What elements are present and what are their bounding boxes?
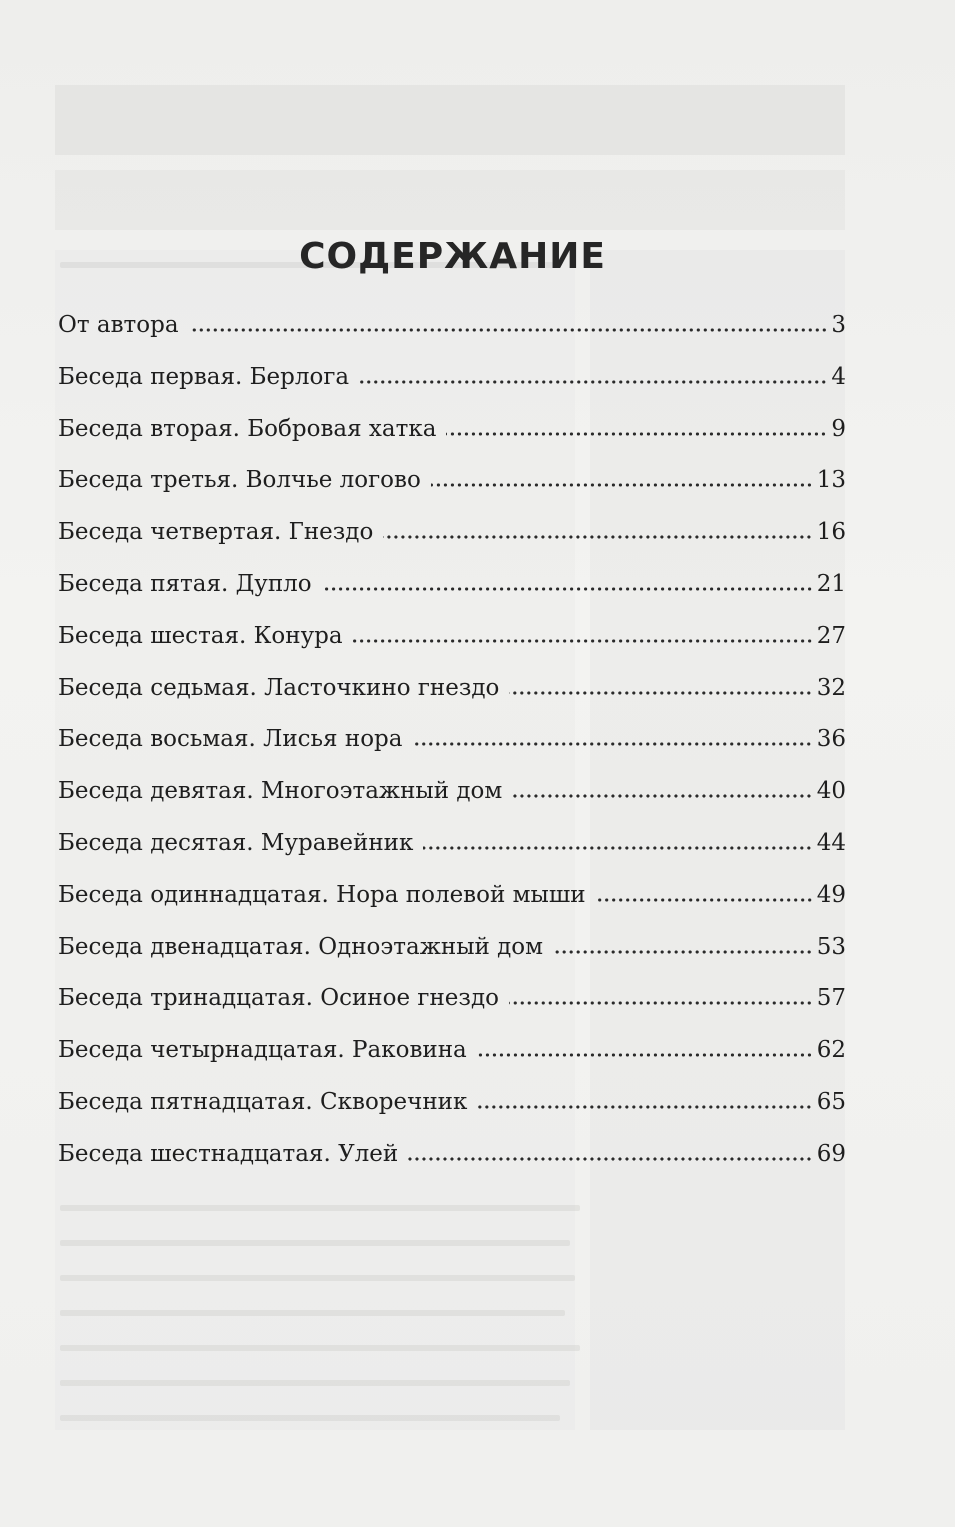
page-title: СОДЕРЖАНИЕ [299,236,606,277]
toc-entry [58,571,846,623]
toc-entry-page-number: 65 [816,1088,846,1115]
toc-entry-title: Беседа четырнадцатая. Раковина [58,1037,467,1064]
toc-entry [58,726,846,778]
toc-entry [58,364,846,416]
dot-leader [596,898,813,902]
toc-entry-title: Беседа десятая. Муравейник [58,829,414,856]
toc-entry [58,985,846,1037]
toc-entry-page-number: 3 [831,312,846,338]
dot-leader [423,846,812,850]
dot-leader [322,587,813,591]
toc-entry-page-number: 57 [816,985,846,1012]
toc-entry [58,675,846,727]
toc-entry-title: Беседа одиннадцатая. Нора полевой мыши [58,881,586,908]
toc-entry [58,934,846,986]
toc-entry [58,778,846,830]
toc-entry-page-number: 9 [831,415,846,442]
toc-entry-page-number: 36 [816,726,846,753]
toc-entry [58,416,846,468]
toc-entry-page-number: 62 [816,1037,846,1064]
toc-entry [58,623,846,675]
toc-entry-page-number: 53 [816,933,846,960]
toc-entry-title: Беседа пятнадцатая. Скворечник [58,1088,468,1115]
toc-entry-title: Беседа вторая. Бобровая хатка [58,415,437,442]
toc-entry-page-number: 49 [816,881,846,908]
toc-entry [58,312,846,364]
dot-leader [431,483,813,487]
toc-entry-page-number: 27 [816,622,846,649]
toc-entry-title: Беседа шестая. Конура [58,622,343,649]
toc-entry [58,1141,846,1193]
toc-entry-title: Беседа третья. Волчье логово [58,467,421,494]
toc-entry-title: Беседа пятая. Дупло [58,570,312,597]
dot-leader [509,1001,813,1005]
toc-entry-page-number: 4 [831,363,846,390]
toc-entry [58,1037,846,1089]
dot-leader [353,639,813,643]
dot-leader [412,742,812,746]
toc-entry [58,882,846,934]
toc-entry-page-number: 21 [816,570,846,597]
toc-entry-page-number: 40 [816,778,846,805]
dot-leader [383,535,812,539]
table-of-contents [58,312,846,1193]
dot-leader [553,950,813,954]
dot-leader [359,380,827,384]
toc-entry [58,1089,846,1141]
dot-leader [446,432,827,436]
dot-leader [189,328,828,332]
toc-entry-title: Беседа двенадцатая. Одноэтажный дом [58,933,544,960]
toc-entry [58,830,846,882]
toc-entry-page-number: 16 [816,519,846,546]
toc-entry [58,467,846,519]
toc-entry-page-number: 44 [816,829,846,856]
toc-entry-page-number: 69 [816,1140,846,1167]
toc-entry [58,519,846,571]
toc-entry-title: Беседа первая. Берлога [58,363,350,390]
toc-entry-title: Беседа тринадцатая. Осиное гнездо [58,985,499,1012]
toc-entry-title: От автора [58,312,179,338]
toc-entry-page-number: 13 [816,467,846,494]
dot-leader [477,1053,813,1057]
toc-entry-title: Беседа четвертая. Гнездо [58,519,374,546]
toc-entry-title: Беседа девятая. Многоэтажный дом [58,778,503,805]
toc-entry-title: Беседа седьмая. Ласточкино гнездо [58,674,500,701]
dot-leader [512,794,812,798]
toc-entry-title: Беседа восьмая. Лисья нора [58,726,403,753]
dot-leader [408,1157,812,1161]
dot-leader [477,1105,812,1109]
dot-leader [509,691,812,695]
toc-entry-page-number: 32 [816,674,846,701]
toc-entry-title: Беседа шестнадцатая. Улей [58,1140,399,1167]
